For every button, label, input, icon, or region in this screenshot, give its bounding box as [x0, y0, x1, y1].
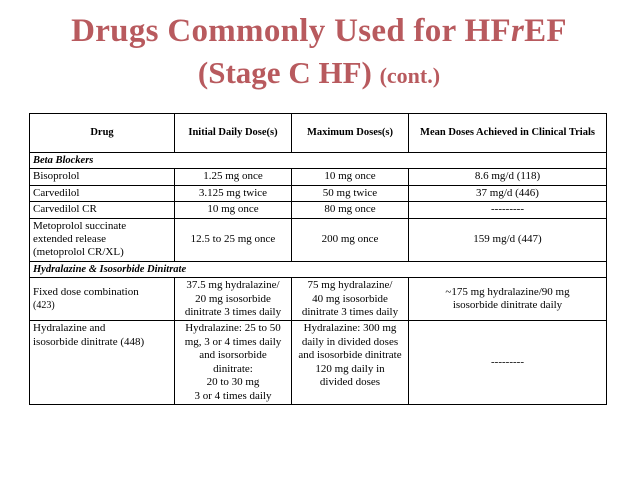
max-dose-cell	[292, 278, 409, 321]
dose-line: and isosorbide dinitrate	[298, 349, 402, 362]
initial-dose-cell: 1.25 mg once	[175, 169, 292, 185]
table-row	[30, 278, 607, 321]
drug-cell: Bisoprolol	[30, 169, 175, 185]
header-maximum-dose: Maximum Doses(s)	[292, 114, 409, 153]
drug-line: (metoprolol CR/XL)	[33, 246, 124, 259]
table-row	[30, 321, 607, 404]
title-cont: (cont.)	[379, 63, 441, 88]
table-row	[30, 202, 607, 218]
section-row	[30, 261, 607, 277]
drug-cell: Carvedilol CR	[30, 202, 175, 218]
dose-line: mg, 3 or 4 times daily	[184, 335, 282, 348]
dose-line: 120 mg daily in	[315, 362, 385, 375]
dose-line: 37.5 mg hydralazine/	[186, 279, 280, 292]
drug-line: Hydralazine and	[33, 322, 106, 335]
header-mean-dose: Mean Doses Achieved in Clinical Trials	[409, 114, 607, 153]
initial-dose-cell: 12.5 to 25 mg once	[175, 218, 292, 261]
title-r: r	[510, 13, 525, 49]
dose-line: 75 mg hydralazine/	[307, 279, 393, 292]
header-drug: Drug	[30, 114, 175, 153]
drug-cell	[30, 321, 175, 404]
drug-line: Metoprolol succinate	[33, 219, 127, 232]
dose-line: dinitrate 3 times daily	[301, 306, 399, 319]
section-hydralazine-isosorbide: Hydralazine & Isosorbide Dinitrate	[30, 261, 607, 277]
title-stage: (Stage C HF)	[197, 55, 372, 90]
dose-line: 20 to 30 mg	[206, 376, 260, 389]
mean-dose-cell: 159 mg/d (447)	[409, 218, 607, 261]
dose-line: divided doses	[319, 376, 381, 389]
max-dose-cell: 200 mg once	[292, 218, 409, 261]
max-dose-cell: 80 mg once	[292, 202, 409, 218]
drug-line: Fixed dose combination	[33, 285, 139, 298]
table-row	[30, 218, 607, 261]
initial-dose-cell	[175, 278, 292, 321]
dose-line: Hydralazine: 25 to 50	[185, 322, 281, 335]
dose-line: Hydralazine: 300 mg	[303, 322, 397, 335]
mean-dose-cell: 37 mg/d (446)	[409, 185, 607, 201]
dose-line: ~175 mg hydralazine/90 mg	[445, 285, 570, 298]
drug-cell: Carvedilol	[30, 185, 175, 201]
slide-title	[0, 10, 638, 97]
section-row	[30, 153, 607, 169]
mean-dose-cell: 8.6 mg/d (118)	[409, 169, 607, 185]
dose-line: 3 or 4 times daily	[194, 389, 272, 402]
title-line-1	[0, 10, 638, 52]
mean-dose-cell: ---------	[409, 321, 607, 404]
dose-line: isosorbide dinitrate daily	[452, 299, 563, 312]
max-dose-cell: 10 mg once	[292, 169, 409, 185]
dose-line: daily in divided doses	[301, 335, 399, 348]
initial-dose-cell: 10 mg once	[175, 202, 292, 218]
drug-line: extended release	[33, 233, 106, 246]
dose-line: and isorsorbide	[199, 349, 267, 362]
drug-cell	[30, 278, 175, 321]
drug-reference: (423)	[33, 300, 55, 312]
max-dose-cell: 50 mg twice	[292, 185, 409, 201]
header-initial-dose: Initial Daily Dose(s)	[175, 114, 292, 153]
table-row	[30, 185, 607, 201]
initial-dose-cell: 3.125 mg twice	[175, 185, 292, 201]
drug-table	[29, 113, 607, 405]
dose-line: dinitrate:	[213, 362, 253, 375]
mean-dose-cell: ---------	[409, 202, 607, 218]
dose-line: dinitrate 3 times daily	[184, 306, 282, 319]
max-dose-cell	[292, 321, 409, 404]
title-line-2	[0, 52, 638, 97]
initial-dose-cell	[175, 321, 292, 404]
dose-line: 40 mg isosorbide	[312, 292, 388, 305]
mean-dose-cell	[409, 278, 607, 321]
drug-cell	[30, 218, 175, 261]
drug-line: isosorbide dinitrate (448)	[33, 335, 145, 348]
title-suffix: EF	[524, 13, 567, 49]
title-prefix: Drugs Commonly Used for HF	[71, 13, 511, 49]
dose-line: 20 mg isosorbide	[195, 292, 271, 305]
table-row	[30, 169, 607, 185]
table-header-row	[30, 114, 607, 153]
section-beta-blockers: Beta Blockers	[30, 153, 607, 169]
